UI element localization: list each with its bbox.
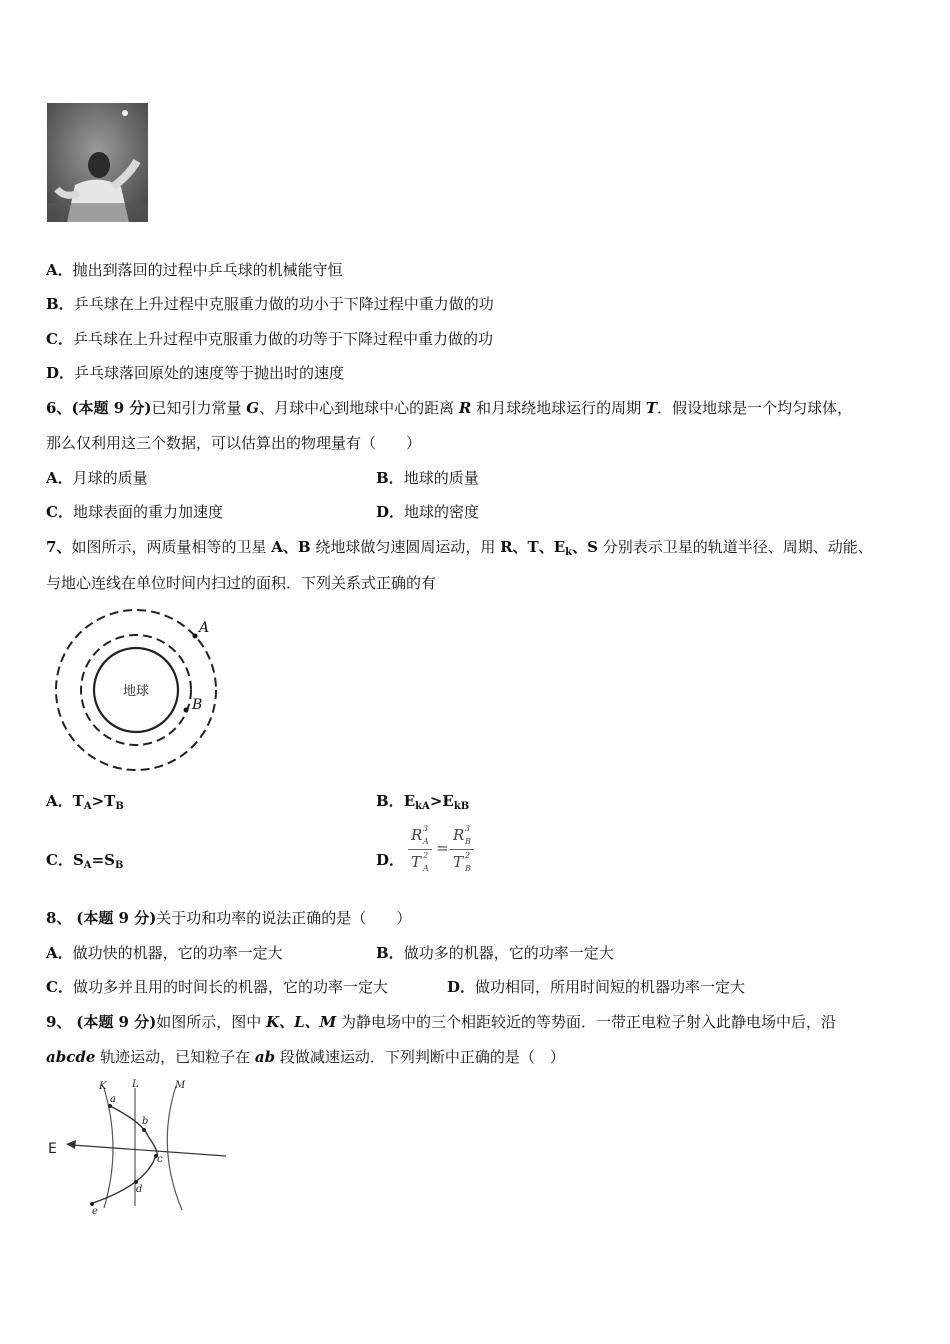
q5-option-b: B．乒乓球在上升过程中克服重力做的功小于下降过程中重力做的功 xyxy=(46,295,494,313)
q7-option-d-label: D． xyxy=(376,851,405,869)
q5-option-d: D．乒乓球落回原处的速度等于抛出时的速度 xyxy=(46,364,345,382)
q6-option-c: C．地球表面的重力加速度 xyxy=(46,503,223,521)
label-b: b xyxy=(142,1116,149,1127)
label-m: M xyxy=(175,1080,186,1091)
q7-stem-line2: 与地心连线在单位时间内扫过的面积．下列关系式正确的有 xyxy=(46,574,437,592)
label-l: L xyxy=(132,1079,139,1090)
label-e: e xyxy=(92,1206,98,1217)
label-d: d xyxy=(136,1184,143,1195)
q8-option-c: C．做功多并且用的时间长的机器，它的功率一定大 xyxy=(46,978,388,996)
label-k: K xyxy=(99,1081,107,1092)
q8-stem: 8、 (本题 9 分)关于功和功率的说法正确的是（ ） xyxy=(46,909,412,927)
satellite-a xyxy=(193,634,198,639)
earth-label: 地球 xyxy=(122,684,150,699)
q6-option-a: A．月球的质量 xyxy=(46,469,148,487)
label-e-field: E xyxy=(48,1141,57,1157)
q7-option-d-formula: R 3 A T 2 A = R 3 B T 2 B xyxy=(405,824,485,880)
q6-stem-line2: 那么仅利用这三个数据，可以估算出的物理量有（ ） xyxy=(46,434,422,452)
q8-option-a: A．做功快的机器，它的功率一定大 xyxy=(46,944,283,962)
q9-stem-line1: 9、 (本题 9 分)如图所示，图中 K、L、M 为静电场中的三个相距较近的等势面．一带正电粒子射入此静电场中后，沿 xyxy=(46,1013,837,1031)
label-c: c xyxy=(157,1154,163,1165)
ping-pong-photo xyxy=(47,103,148,222)
q5-option-c: C．乒乓球在上升过程中克服重力做的功等于下降过程中重力做的功 xyxy=(46,330,493,348)
orbit-diagram xyxy=(50,608,222,780)
q6-stem-line1: 6、(本题 9 分)已知引力常量 G、月球中心到地球中心的距离 R 和月球绕地球运行的周期 T．假设地球是一个均匀球体， xyxy=(46,399,853,417)
surface-m xyxy=(167,1086,182,1210)
q7-stem-line1: 7、如图所示，两质量相等的卫星 A、B 绕地球做匀速圆周运动，用 R、T、$E_k$、S 分别表示卫星的轨道半径、周期、动能、 xyxy=(46,538,873,558)
q5-option-a: A．抛出到落回的过程中乒乓球的机械能守恒 xyxy=(46,261,343,279)
label-a: a xyxy=(110,1094,116,1105)
point-b xyxy=(142,1128,146,1132)
equipotential-diagram xyxy=(44,1078,234,1218)
q8-option-d: D．做功相同，所用时间短的机器功率一定大 xyxy=(447,978,746,996)
satellite-b xyxy=(184,708,189,713)
q6-option-b: B．地球的质量 xyxy=(376,469,479,487)
q8-option-b: B．做功多的机器，它的功率一定大 xyxy=(376,944,614,962)
q9-stem-line2: abcde 轨迹运动，已知粒子在 ab 段做减速运动．下列判断中正确的是（ ） xyxy=(46,1048,565,1066)
q6-option-d: D．地球的密度 xyxy=(376,503,480,521)
satellite-a-label: A xyxy=(199,620,210,636)
field-line xyxy=(72,1145,226,1156)
field-arrow-icon xyxy=(66,1140,76,1149)
q7-option-c: C．$S_A=S_B$ xyxy=(46,851,124,871)
satellite-b-label: B xyxy=(192,697,203,713)
q7-option-b: B．$E_{kA}>E_{kB}$ xyxy=(376,792,470,812)
q7-option-a: A．$T_A>T_B$ xyxy=(46,792,124,812)
